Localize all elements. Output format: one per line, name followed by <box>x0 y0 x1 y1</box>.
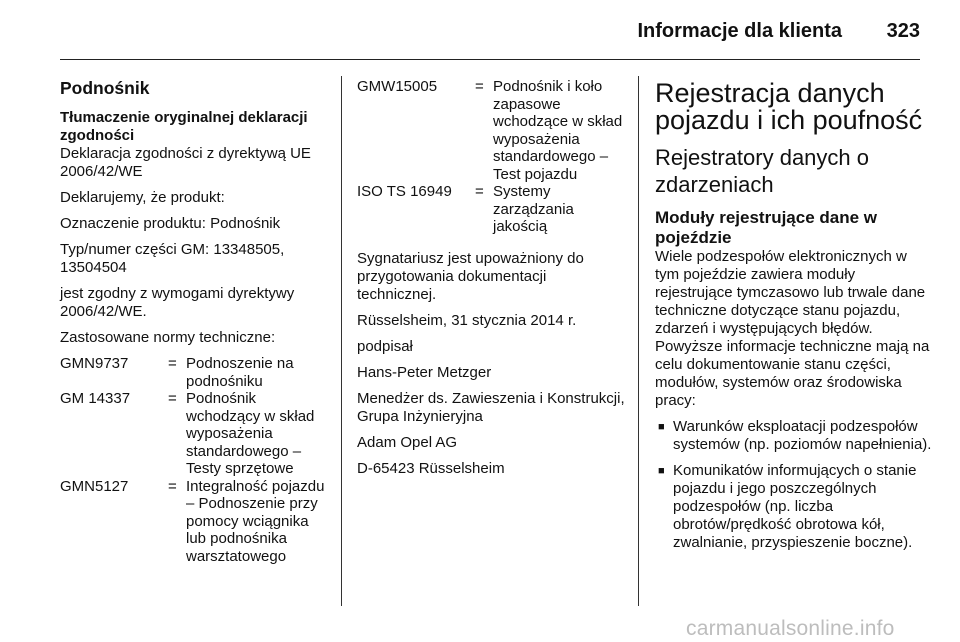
list-item <box>655 462 933 552</box>
norm-equals: = <box>475 183 484 200</box>
column-middle <box>357 78 625 486</box>
norm-code: GMW15005 <box>357 78 438 95</box>
norm-code: GMN9737 <box>60 355 129 372</box>
watermark: carmanualsonline.info <box>686 617 895 640</box>
norm-description: Podnośnik wchodzący w skład wyposażenia standardowego – Testy sprzętowe <box>186 390 315 477</box>
list-item <box>655 418 933 454</box>
header-divider <box>60 59 920 60</box>
square-bullet-icon: ■ <box>658 465 665 477</box>
paragraph: Rüsselsheim, 31 stycznia 2014 r. <box>357 311 577 329</box>
norm-equals: = <box>168 390 177 407</box>
paragraph: Wiele podzespołów elektronicznych w tym pojeździe zawiera moduły rejestrujące tymczasowo lub trwale dane techniczne dotyczące stanu pojazdu, zdarzeń i występujących błędów. Powyższe informacje techniczne mają na celu dokumentowanie stanu części, modułów, systemów oraz środowiska pracy: <box>655 248 930 409</box>
norm-row <box>60 355 330 390</box>
paragraph: jest zgodny z wymogami dyrektywy 2006/42/WE. <box>60 285 295 320</box>
norm-equals: = <box>475 78 484 95</box>
paragraph: Menedżer ds. Zawieszenia i Konstrukcji, Grupa Inżynieryjna <box>357 389 625 425</box>
paragraph: podpisał <box>357 337 413 355</box>
bullet-list <box>655 418 933 552</box>
paragraph: Oznaczenie produktu: Podnośnik <box>60 215 281 232</box>
norms-table <box>357 78 625 236</box>
column-divider <box>638 76 639 606</box>
page-header <box>0 0 960 60</box>
list-item-text: Komunikatów informujących o stanie pojazdu i jego poszczególnych podzespołów (np. liczba obrotów/prędkość obrotowa kół, zwalnianie, przyspieszenie boczne). <box>673 462 917 551</box>
norm-equals: = <box>168 355 177 372</box>
column-right <box>655 80 933 560</box>
norm-code: ISO TS 16949 <box>357 183 452 200</box>
norm-code: GMN5127 <box>60 477 129 495</box>
section-title: Rejestratory danych o zdarzeniach <box>655 145 869 197</box>
norm-description: Integralność pojazdu – Podnoszenie przy pomocy wciągnika lub podnośnika warsztatowego <box>186 477 325 565</box>
paragraph: Hans-Peter Metzger <box>357 363 492 381</box>
square-bullet-icon: ■ <box>658 421 665 433</box>
paragraph: Typ/numer części GM: 13348505, 13504504 <box>60 241 285 276</box>
norm-row <box>60 390 330 478</box>
norm-description: Podnośnik i koło zapasowe wchodzące w skład wyposażenia standardowego – Test pojazdu <box>493 78 623 183</box>
subsection-title: Moduły rejestrujące dane w pojeździe <box>655 208 878 247</box>
norm-description: Podnoszenie na podnośniku <box>186 355 294 390</box>
paragraph: Deklaracja zgodności z dyrektywą UE 2006/42/WE <box>60 145 311 180</box>
chapter-title: Rejestracja danych pojazdu i ich poufność <box>655 78 923 135</box>
norm-row <box>60 478 330 566</box>
norm-row <box>357 78 625 183</box>
column-left <box>60 78 330 573</box>
paragraph: Adam Opel AG <box>357 433 458 451</box>
column-divider <box>341 76 342 606</box>
header-title: Informacje dla klienta <box>637 20 842 42</box>
page-number: 323 <box>886 20 920 42</box>
paragraph: Zastosowane normy techniczne: <box>60 329 276 346</box>
norm-equals: = <box>168 477 177 495</box>
norms-table <box>60 355 330 565</box>
paragraph: Deklarujemy, że produkt: <box>60 189 225 206</box>
list-item-text: Warunków eksploatacji podzespołów systemów (np. poziomów napełnienia). <box>673 418 932 453</box>
norm-description: Systemy zarządzania jakością <box>493 183 574 235</box>
section-heading: Podnośnik <box>60 78 150 98</box>
norm-code: GM 14337 <box>60 390 131 407</box>
subheading: Tłumaczenie oryginalnej deklaracji zgodności <box>60 109 308 144</box>
norm-row <box>357 183 625 236</box>
paragraph: Sygnatariusz jest upoważniony do przygotowania dokumentacji technicznej. <box>357 249 584 303</box>
paragraph: D-65423 Rüsselsheim <box>357 459 505 477</box>
